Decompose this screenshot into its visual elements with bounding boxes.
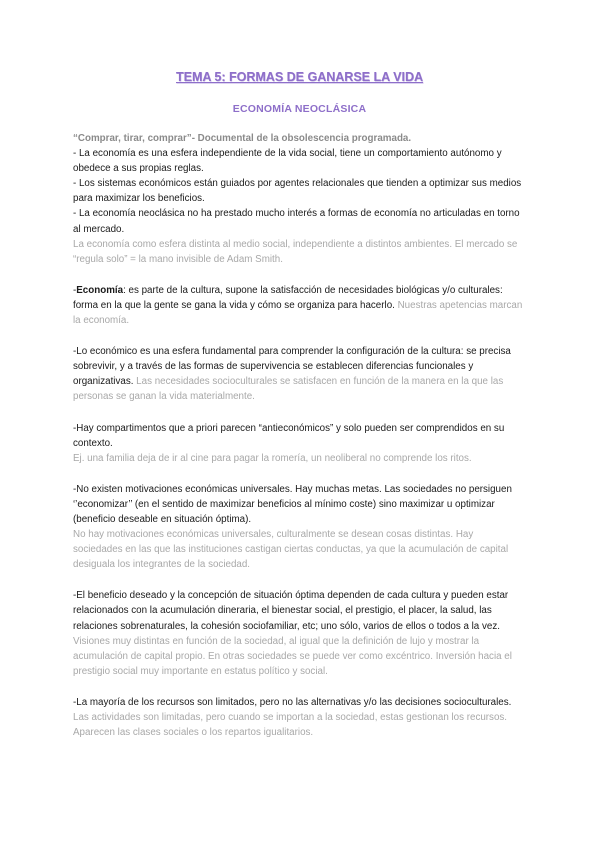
document-body <box>73 131 525 740</box>
economico-note: Las necesidades socioculturales se satisfacen en función de la manera en la que las personas se ganan la vida materialmente. <box>73 376 504 403</box>
spacer <box>73 572 525 588</box>
economico-paragraph <box>73 344 525 404</box>
documentary-heading: “Comprar, tirar, comprar”- Documental de la obsolescencia programada. <box>73 133 412 144</box>
intro-note: La economía como esfera distinta al medio social, independiente a distintos ambientes. El mercado se “regula solo” = la mano invisible de Adam Smith. <box>73 238 518 265</box>
spacer <box>73 267 525 283</box>
motivaciones-text: -No existen motivaciones económicas universales. Hay muchas metas. Las sociedades no persiguen ‘’economizar’’ (en el sentido de maximizar beneficios al mínimo coste) sino maximizar u optimizar (beneficio deseable en situación óptima). <box>73 483 512 525</box>
motivaciones-note: No hay motivaciones económicas universales, culturalmente se desean cosas distintas. Hay sociedades en las que las instituciones castigan ciertas conductas, ya que la acumulación de capital desiguala los integrantes de la sociedad. <box>73 529 509 571</box>
beneficio-note: Visiones muy distintas en función de la sociedad, al igual que la definición de lujo y mostrar la acumulación de capital propio. En otras sociedades se puede ver como excéntrico. Inversión hacia el prestigio social muy importante en estatus político y social. <box>73 635 512 677</box>
spacer <box>73 328 525 344</box>
intro-point-3: - La economía neoclásica no ha prestado mucho interés a formas de economía no articuladas en torno al mercado. <box>73 208 520 235</box>
economico-text: -Lo económico es una esfera fundamental para comprender la configuración de la cultura: se precisa sobrevivir, y a través de las formas de supervivencia se establecen diferencias funcionales y organizativas. <box>73 346 511 388</box>
compartimentos-text: -Hay compartimentos que a priori parecen “antieconómicos” y solo pueden ser comprendidos en su contexto. <box>73 422 505 449</box>
intro-point-1: - La economía es una esfera independiente de la vida social, tiene un comportamiento autónomo y obedece a sus propias reglas. <box>73 148 502 175</box>
recursos-text: -La mayoría de los recursos son limitados, pero no las alternativas y/o las decisiones socioculturales. <box>73 696 512 708</box>
intro-point-2: - Los sistemas económicos están guiados por agentes relacionales que tienden a optimizar sus medios para maximizar los beneficios. <box>73 178 522 205</box>
economia-prefix: - <box>73 284 77 296</box>
spacer <box>73 405 525 421</box>
economia-paragraph <box>73 283 525 328</box>
economia-note: Nuestras apetencias marcan la economía. <box>73 299 523 327</box>
economia-term: Economía <box>76 284 124 296</box>
spacer <box>73 679 525 695</box>
compartimentos-note: Ej. una familia deja de ir al cine para pagar la romería, un neoliberal no comprende los ritos. <box>73 452 472 464</box>
beneficio-text: -El beneficio deseado y la concepción de situación óptima dependen de cada cultura y pueden estar relacionados con la acumulación dineraria, el bienestar social, el prestigio, el placer, la salud, las relaciones sobrenaturales, la cohesión sociofamiliar, etc; uno sólo, varios de ellos o todos a la vez. <box>73 590 509 632</box>
spacer <box>73 466 525 482</box>
document-title: TEMA 5: FORMAS DE GANARSE LA VIDA <box>176 70 423 84</box>
recursos-note: Las actividades son limitadas, pero cuando se importan a la sociedad, estas gestionan los recursos. Aparecen las clases sociales o los repartos igualitarios. <box>73 712 508 739</box>
economia-definition-end: hacerlo. <box>360 299 395 311</box>
section-subtitle: ECONOMÍA NEOCLÁSICA <box>232 103 367 115</box>
economia-definition: : es parte de la cultura, supone la satisfacción de necesidades biológicas y/o culturales: forma en la que la gente se gana la vida y cómo se organiza para <box>73 284 503 311</box>
